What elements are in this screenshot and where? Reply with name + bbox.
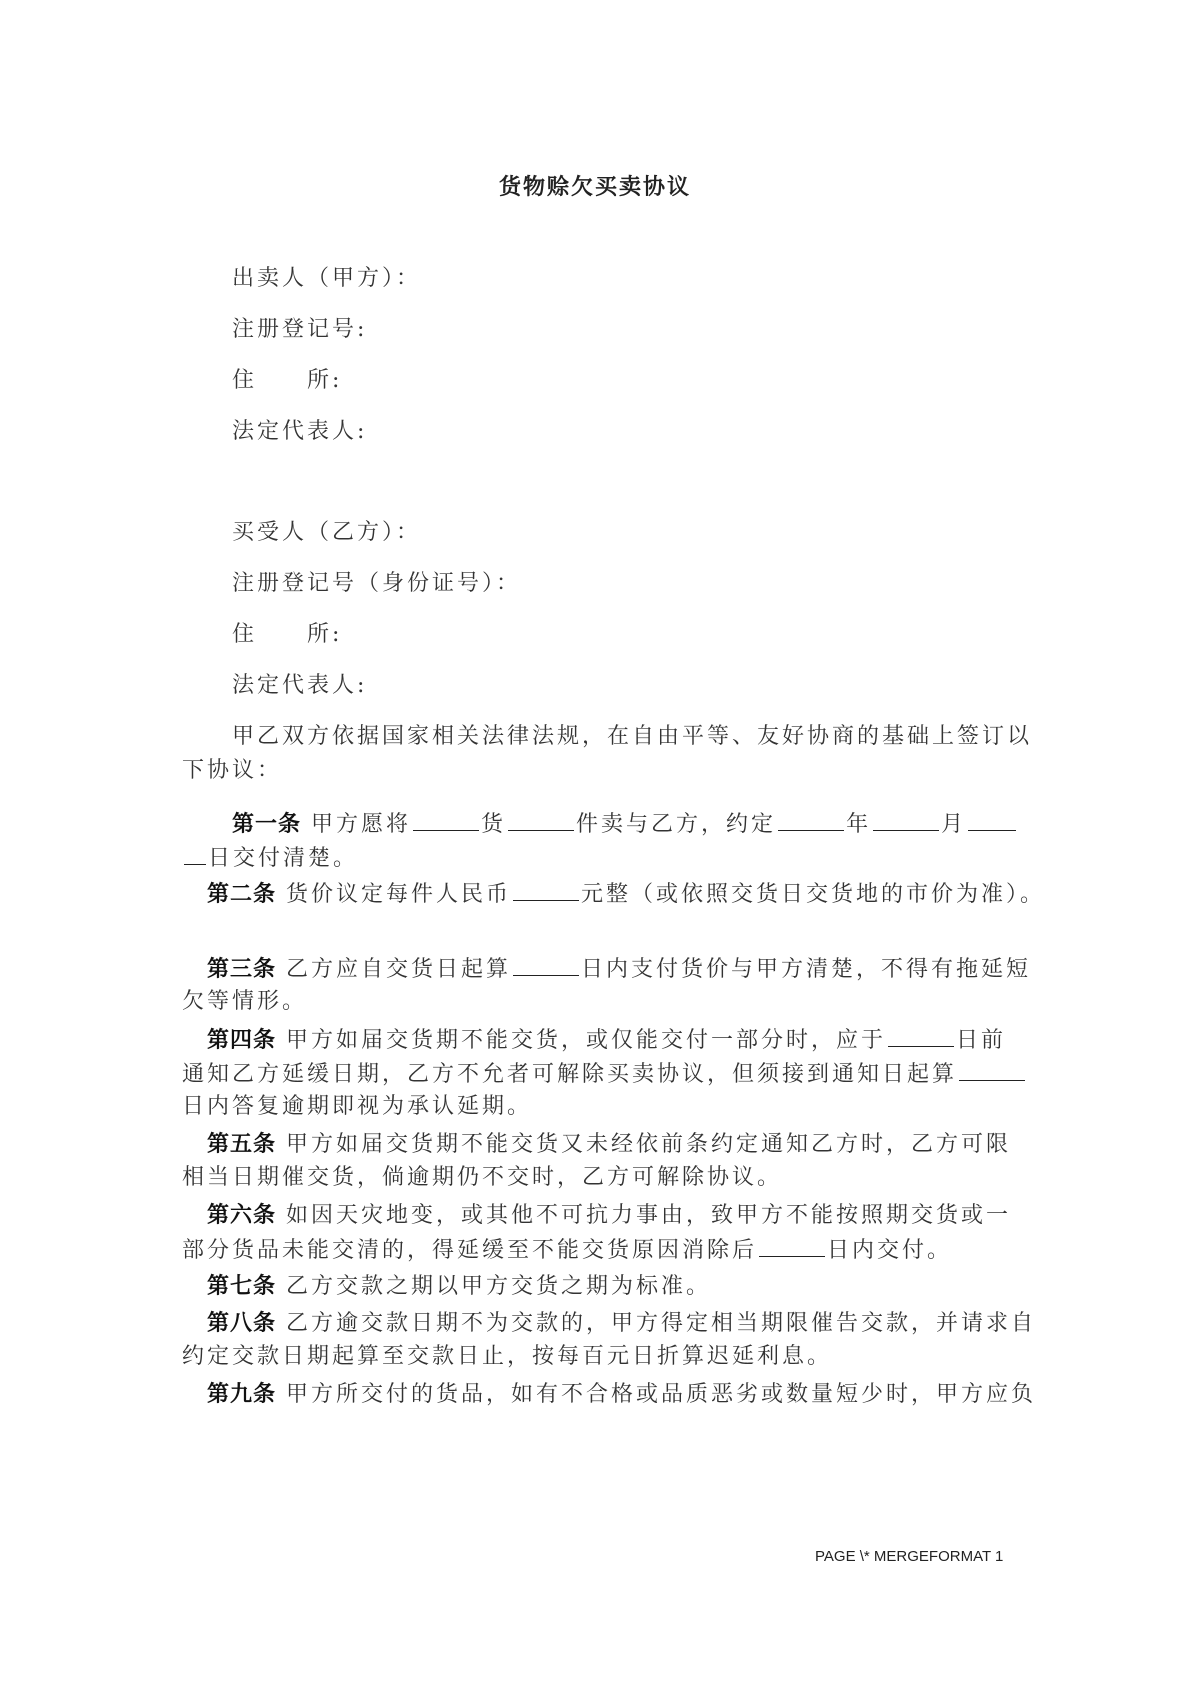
article-5-text-1: 甲方如届交货期不能交货又未经依前条约定通知乙方时，乙方可限 [286,1132,1012,1157]
article-8-text-1: 乙方逾交款日期不为交款的，甲方得定相当期限催告交款，并请求自 [286,1311,1037,1336]
article-5 [207,1129,1011,1160]
article-4-line-2 [182,1058,1027,1090]
article-3-text-2: 日内支付货价与甲方清楚，不得有拖延短 [581,957,1032,982]
article-4-text-3: 通知乙方延缓日期，乙方不允者可解除买卖协议，但须接到通知日起算 [182,1062,958,1087]
fill-blank [508,808,574,831]
intro-line-2: 下协议： [182,758,283,783]
article-9 [207,1379,1036,1410]
article-6-label: 第六条 [207,1202,277,1228]
article-4 [207,1024,1006,1056]
page-footer: PAGE \* MERGEFORMAT 1 [815,1548,1004,1565]
article-1-line-2 [182,842,358,874]
article-6-text-1: 如因天灾地变，或其他不可抗力事由，致甲方不能按照期交货或一 [286,1203,1012,1228]
article-3-text-1: 乙方应自交货日起算 [286,957,512,982]
buyer-registration-label: 注册登记号（身份证号）： [232,571,522,596]
article-1-text-1: 甲方愿将 [311,812,412,837]
seller-registration-label: 注册登记号: [232,317,368,342]
seller-name-label: 出卖人（甲方）： [232,266,422,291]
article-1-text-2: 货 [481,812,507,837]
article-8-line-2: 约定交款日期起算至交款日止，按每百元日折算迟延利息。 [182,1344,833,1369]
article-1-text-5: 月 [941,812,967,837]
article-7-label: 第七条 [207,1273,277,1299]
seller-address-label: 住 所: [232,368,343,393]
article-9-text-1: 甲方所交付的货品，如有不合格或品质恶劣或数量短少时，甲方应负 [286,1382,1037,1407]
article-6-line-2 [182,1234,952,1266]
article-7-text-1: 乙方交款之期以甲方交货之期为标准。 [286,1274,712,1299]
article-3-label: 第三条 [207,956,277,982]
article-2-label: 第二条 [207,881,277,907]
fill-blank [513,878,579,901]
article-6 [207,1200,1011,1231]
article-4-line-3: 日内答复逾期即视为承认延期。 [182,1094,533,1119]
article-2-text-1: 货价议定每件人民币 [286,882,512,907]
article-5-line-2: 相当日期催交货，倘逾期仍不交时，乙方可解除协议。 [182,1165,783,1190]
article-8-label: 第八条 [207,1310,277,1336]
article-5-label: 第五条 [207,1131,277,1157]
article-1-text-6: 日交付清楚。 [208,846,359,871]
article-6-text-3: 日内交付。 [827,1238,953,1263]
buyer-name-label: 买受人（乙方）： [232,520,422,545]
article-7 [207,1271,711,1302]
document-title: 货物赊欠买卖协议 [498,174,691,200]
article-6-text-2: 部分货品未能交清的，得延缓至不能交货原因消除后 [182,1238,758,1263]
buyer-address-label: 住 所: [232,622,343,647]
fill-blank [778,808,844,831]
fill-blank [759,1234,825,1257]
article-8 [207,1308,1036,1339]
article-9-label: 第九条 [207,1381,277,1407]
article-3-line-2: 欠等情形。 [182,989,308,1014]
article-2 [207,878,1045,910]
article-4-text-1: 甲方如届交货期不能交货，或仅能交付一部分时，应于 [286,1028,887,1053]
fill-blank [873,808,939,831]
fill-blank [968,808,1016,831]
article-1-label: 第一条 [232,811,302,837]
fill-blank [513,953,579,976]
article-4-text-2: 日前 [956,1028,1007,1053]
fill-blank [959,1058,1025,1081]
article-1-text-3: 件卖与乙方，约定 [576,812,777,837]
fill-blank [888,1024,954,1047]
article-1 [232,808,1018,840]
seller-representative-label: 法定代表人: [232,419,368,444]
article-4-label: 第四条 [207,1027,277,1053]
article-3 [207,953,1031,985]
article-2-text-2: 元整（或依照交货日交货地的市价为准）。 [581,882,1046,907]
intro-line-1: 甲乙双方依据国家相关法律法规，在自由平等、友好协商的基础上签订以 [232,724,1033,749]
buyer-representative-label: 法定代表人: [232,673,368,698]
article-1-text-4: 年 [846,812,872,837]
fill-blank [184,842,206,865]
fill-blank [413,808,479,831]
